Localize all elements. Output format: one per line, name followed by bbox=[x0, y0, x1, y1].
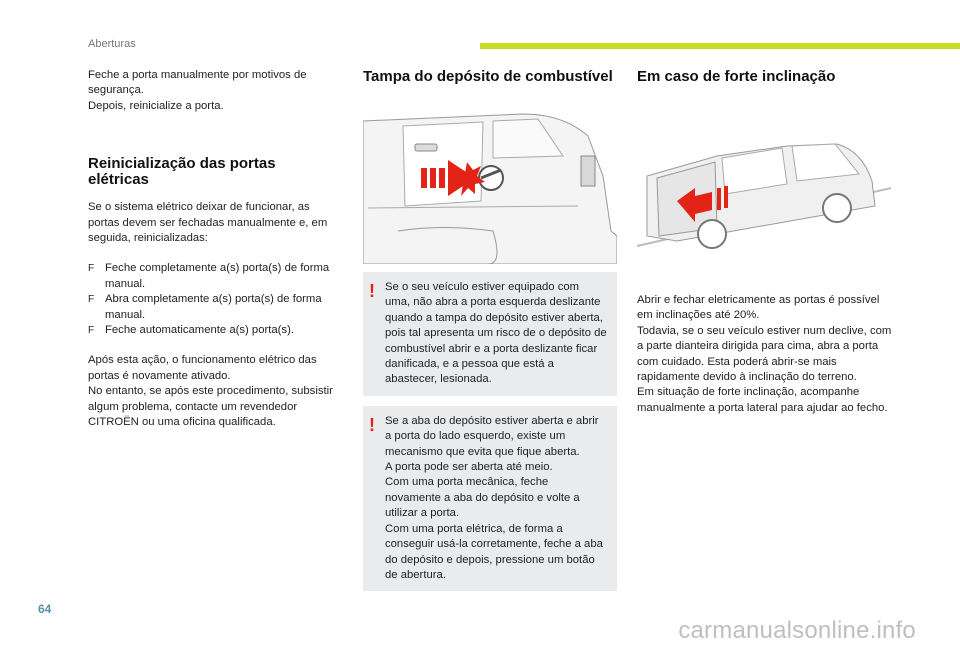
column-left bbox=[88, 68, 340, 431]
warning-box-1: ! Se o seu veículo estiver equipado com uma, não abra a porta esquerda deslizante quando a tampa do depósito estiver aberta, pois tal apresenta um risco de o depósito de combustível abrir e a porta deslizante ficar danificada, e a pessoa que está a abastecer, lesionada. bbox=[363, 272, 617, 396]
after-reset-line-2: No entanto, se após este procedimento, subsistir algum problema, contacte um revendedor CITROËN ou uma oficina qualificada. bbox=[88, 385, 333, 429]
fuel-flap-heading: Tampa do depósito de combustível bbox=[363, 68, 613, 85]
reset-paragraph: Se o sistema elétrico deixar de funcionar, as portas devem ser fechadas manualmente e, em seguida, reinicializadas: bbox=[88, 201, 328, 245]
fuel-flap-illustration bbox=[363, 96, 617, 264]
incline-line-2: Todavia, se o seu veículo estiver num declive, com a parte dianteira dirigida para cima, abra a porta com cuidado. Esta poderá abrir-se mais rapidamente devido à inclinação do terreno. bbox=[637, 324, 892, 384]
exclamation-icon: ! bbox=[369, 281, 375, 301]
bullet-icon: F bbox=[88, 263, 95, 275]
incline-line-3: Em situação de forte inclinação, acompanhe manualmente a porta lateral para ajudar ao fecho. bbox=[637, 386, 888, 414]
after-reset-line-1: Após esta ação, o funcionamento elétrico das portas é novamente ativado. bbox=[88, 354, 317, 382]
reset-heading: Reinicialização das portas elétricas bbox=[88, 155, 276, 189]
column-right bbox=[637, 68, 897, 416]
warning-box-2: ! Se a aba do depósito estiver aberta e abrir a porta do lado esquerdo, existe um mecanismo que evita que fique aberta. A porta pode ser aberta até meio. Com uma porta mecânica, feche novamente a aba do depósito e volte a utilizar a porta. Com uma porta elétrica, de forma a conseguir usá-la corretamente, feche a aba do depósito e depois, pressione um botão de abertura. bbox=[363, 406, 617, 591]
incline-heading: Em caso de forte inclinação bbox=[637, 68, 836, 85]
intro-line-2: Depois, reinicialize a porta. bbox=[88, 99, 224, 112]
section-title: Aberturas bbox=[88, 38, 136, 50]
page-number: 64 bbox=[38, 602, 52, 616]
bullet-icon: F bbox=[88, 294, 95, 306]
list-item: F Abra completamente a(s) porta(s) de forma manual. bbox=[88, 293, 322, 321]
watermark: carmanualsonline.info bbox=[678, 617, 916, 644]
list-item: F Feche automaticamente a(s) porta(s). bbox=[88, 323, 340, 338]
reset-steps-list bbox=[88, 261, 340, 338]
list-item: F Feche completamente a(s) porta(s) de forma manual. bbox=[88, 262, 330, 290]
section-accent-bar bbox=[480, 43, 960, 49]
bullet-icon: F bbox=[88, 325, 95, 337]
exclamation-icon: ! bbox=[369, 414, 375, 435]
incline-illustration bbox=[637, 96, 891, 251]
incline-line-1: Abrir e fechar eletricamente as portas é possível em inclinações até 20%. bbox=[637, 294, 880, 322]
intro-line-1: Feche a porta manualmente por motivos de segurança. bbox=[88, 69, 307, 97]
column-middle bbox=[363, 68, 617, 601]
